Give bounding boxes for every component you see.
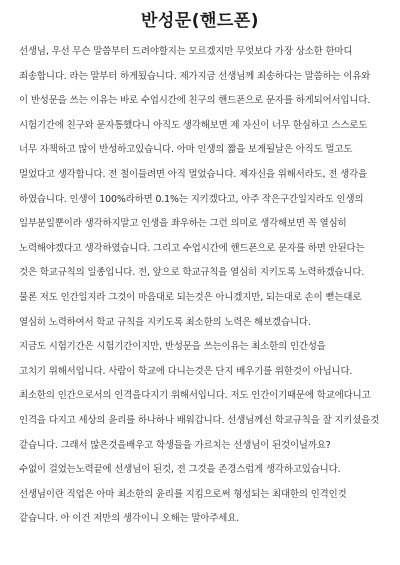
body-line: 일부분일뿐이라 생각하지말고 인생을 좌우하는 그런 의미로 생각해보면 꼭 열심히 [19, 218, 347, 230]
body-line: 시험기간에 친구와 문자통했다니 아직도 생각해보면 제 자신이 너무 한심하고 스스로도 [19, 119, 368, 131]
body-line: 선생님이란 직업은 아마 최소한의 윤리를 지킴으로써 형성되는 최대한의 인격인것 [19, 488, 347, 500]
body-line: 노력해야겠다고 생각하였습니다. 그리고 수업시간에 핸드폰으로 문자를 하면 안된다는 [19, 242, 365, 254]
body-line: 이 반성문을 쓰는 이유는 바로 수업시간에 친구의 핸드폰으로 문자를 하게되어서입니다. [19, 95, 371, 107]
body-line: 수없이 걸었는노력끝에 선생님이 된것, 전 그것을 존경스럽게 생각하고있습니다. [19, 464, 341, 476]
body-line: 것은 학교규칙의 일종입니다. 전, 앞으로 학교규칙을 열심히 지키도록 노력하겠습니다. [19, 267, 365, 279]
body-line: 같습니다. 그래서 많은것을배우고 학생들을 가르치는 선생님이 된것이닐까요? [19, 439, 331, 451]
body-line: 최소한의 인간으로서의 인격을다지기 위해서입니다. 저도 인간이기때문에 학교에다니고 [19, 390, 371, 402]
body-line: 죄송합니다. 라는 말부터 하게됬습니다. 제가지금 선생님께 죄송하다는 말씀하는 이유와 [19, 70, 371, 82]
document-body [19, 40, 389, 532]
body-line: 너무 자책하고 많이 반성하고있습니다. 아마 인생의 짧을 보게될날은 아직도 멀고도 [19, 144, 353, 156]
body-line: 열심히 노력하여서 학교 규칙을 지키도록 최소한의 노력은 해보겠습니다. [19, 316, 311, 328]
document-title: 반성문(핸드폰) [140, 11, 260, 31]
body-line: 인격을 다지고 세상의 윤리를 하나하나 배워갑니다. 선생님께선 학교규칙을 잘 지키셨을것 [19, 414, 380, 426]
body-line: 물론 저도 인간일지라 그것이 마음대로 되는것은 아니겠지만, 되는대로 손이 뻗는대로 [19, 291, 362, 303]
body-line: 하였습니다. 인생이 100%라하면 0.1%는 지키겠다고, 아주 작은구간일지라도 인생의 [19, 193, 364, 205]
body-line: 지금도 시험기간은 시험기간이지만, 반성문을 쓰는이유는 최소한의 인간성을 [19, 341, 326, 353]
body-line: 선생님, 우선 무슨 말씀부터 드려야할지는 모르겠지만 무엇보다 가장 상소한 한마디 [19, 46, 353, 57]
body-line: 멀었다고 생각합니다. 전 철이들려면 아직 멀었습니다. 제자신을 위해서라도, 전 생각을 [19, 168, 368, 180]
body-line: 고치기 위해서입니다. 사람이 학교에 다니는것은 단지 배우기를 위한것이 아닙니다. [19, 365, 353, 377]
body-line: 같습니다. 아 이건 저만의 생각이니 오해는 말아주세요. [19, 513, 240, 525]
